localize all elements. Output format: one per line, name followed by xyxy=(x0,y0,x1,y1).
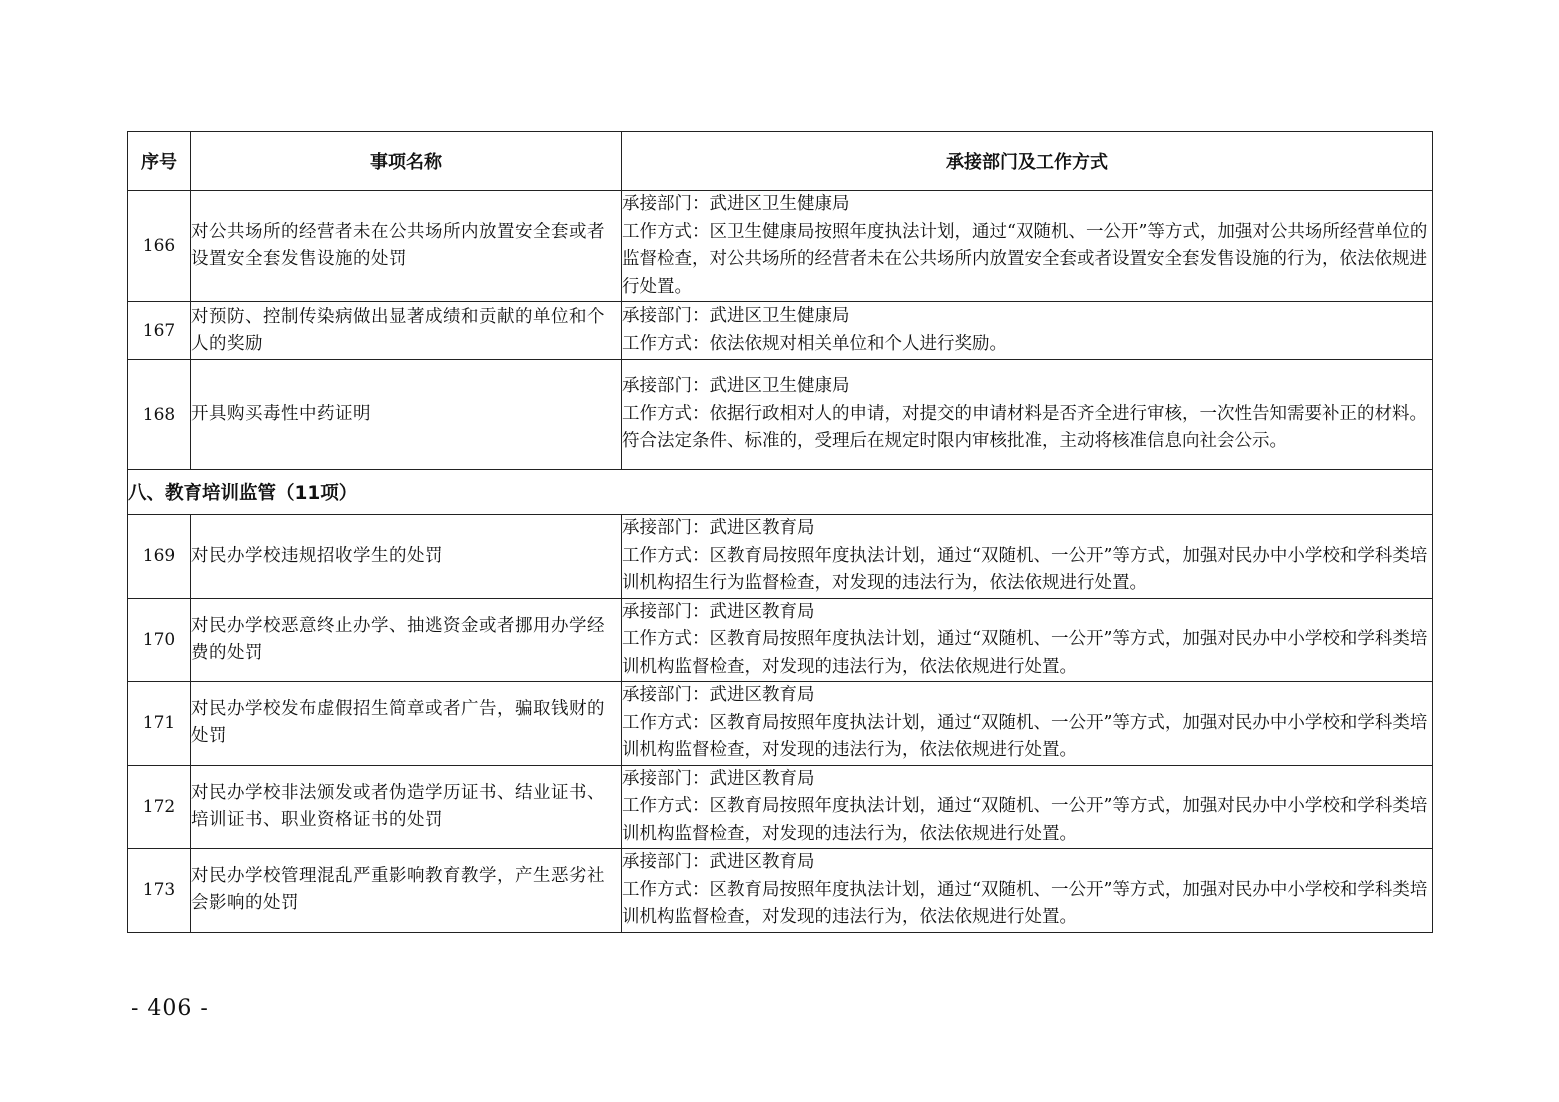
method-text: 工作方式：区卫生健康局按照年度执法计划，通过“双随机、一公开”等方式，加强对公共场所经营单位的监督检查，对公共场所的经营者未在公共场所内放置安全套或者设置安全套发售设施的行为，依法依规进行处置。 xyxy=(622,221,1428,297)
document-table xyxy=(127,131,1433,933)
item-name: 对民办学校发布虚假招生简章或者广告，骗取钱财的处罚 xyxy=(191,682,622,766)
department-and-method xyxy=(622,191,1433,302)
header-serial-number: 序号 xyxy=(128,132,191,191)
table-header-row xyxy=(128,132,1433,191)
header-item-name: 事项名称 xyxy=(191,132,622,191)
department-text: 承接部门：武进区教育局 xyxy=(622,518,815,538)
row-number: 169 xyxy=(128,515,191,599)
method-text: 工作方式：依法依规对相关单位和个人进行奖励。 xyxy=(622,333,1007,354)
row-number: 166 xyxy=(128,191,191,302)
method-text: 工作方式：区教育局按照年度执法计划，通过“双随机、一公开”等方式，加强对民办中小学校和学科类培训机构监督检查，对发现的违法行为，依法依规进行处置。 xyxy=(622,879,1428,927)
method-text: 工作方式：区教育局按照年度执法计划，通过“双随机、一公开”等方式，加强对民办中小学校和学科类培训机构招生行为监督检查，对发现的违法行为，依法依规进行处置。 xyxy=(622,545,1428,593)
department-text: 承接部门：武进区教育局 xyxy=(622,768,815,789)
row-number: 170 xyxy=(128,598,191,682)
method-text: 工作方式：区教育局按照年度执法计划，通过“双随机、一公开”等方式，加强对民办中小学校和学科类培训机构监督检查，对发现的违法行为，依法依规进行处置。 xyxy=(622,629,1428,677)
table-row xyxy=(128,765,1433,849)
table-row xyxy=(128,849,1433,933)
row-number: 168 xyxy=(128,360,191,470)
department-and-method xyxy=(622,515,1433,599)
section-row xyxy=(128,470,1433,515)
department-and-method xyxy=(622,360,1433,470)
section-heading: 八、教育培训监管（11项） xyxy=(128,470,1433,515)
table-row xyxy=(128,360,1433,470)
method-text: 工作方式：区教育局按照年度执法计划，通过“双随机、一公开”等方式，加强对民办中小学校和学科类培训机构监督检查，对发现的违法行为，依法依规进行处置。 xyxy=(622,796,1428,844)
department-text: 承接部门：武进区教育局 xyxy=(622,685,815,705)
department-and-method xyxy=(622,598,1433,682)
department-and-method xyxy=(622,302,1433,360)
table-row xyxy=(128,598,1433,682)
item-name: 对民办学校违规招收学生的处罚 xyxy=(191,515,622,599)
item-name: 对民办学校非法颁发或者伪造学历证书、结业证书、培训证书、职业资格证书的处罚 xyxy=(191,765,622,849)
table-row xyxy=(128,682,1433,766)
item-name: 开具购买毒性中药证明 xyxy=(191,360,622,470)
department-and-method xyxy=(622,682,1433,766)
item-name: 对民办学校管理混乱严重影响教育教学，产生恶劣社会影响的处罚 xyxy=(191,849,622,933)
row-number: 172 xyxy=(128,765,191,849)
header-department-and-method: 承接部门及工作方式 xyxy=(622,132,1433,191)
department-text: 承接部门：武进区卫生健康局 xyxy=(622,194,850,214)
row-number: 173 xyxy=(128,849,191,933)
table-row xyxy=(128,191,1433,302)
department-text: 承接部门：武进区卫生健康局 xyxy=(622,376,850,397)
row-number: 167 xyxy=(128,302,191,360)
table-row xyxy=(128,515,1433,599)
department-text: 承接部门：武进区教育局 xyxy=(622,601,815,622)
page-number: - 406 - xyxy=(131,996,209,1021)
item-name: 对预防、控制传染病做出显著成绩和贡献的单位和个人的奖励 xyxy=(191,302,622,360)
department-text: 承接部门：武进区卫生健康局 xyxy=(622,306,850,326)
item-name: 对公共场所的经营者未在公共场所内放置安全套或者设置安全套发售设施的处罚 xyxy=(191,191,622,302)
table-row xyxy=(128,302,1433,360)
item-name: 对民办学校恶意终止办学、抽逃资金或者挪用办学经费的处罚 xyxy=(191,598,622,682)
method-text: 工作方式：区教育局按照年度执法计划，通过“双随机、一公开”等方式，加强对民办中小学校和学科类培训机构监督检查，对发现的违法行为，依法依规进行处置。 xyxy=(622,712,1428,760)
department-and-method xyxy=(622,765,1433,849)
department-and-method xyxy=(622,849,1433,933)
department-text: 承接部门：武进区教育局 xyxy=(622,852,815,872)
method-text: 工作方式：依据行政相对人的申请，对提交的申请材料是否齐全进行审核，一次性告知需要补正的材料。符合法定条件、标准的，受理后在规定时限内审核批准，主动将核准信息向社会公示。 xyxy=(622,403,1427,452)
row-number: 171 xyxy=(128,682,191,766)
